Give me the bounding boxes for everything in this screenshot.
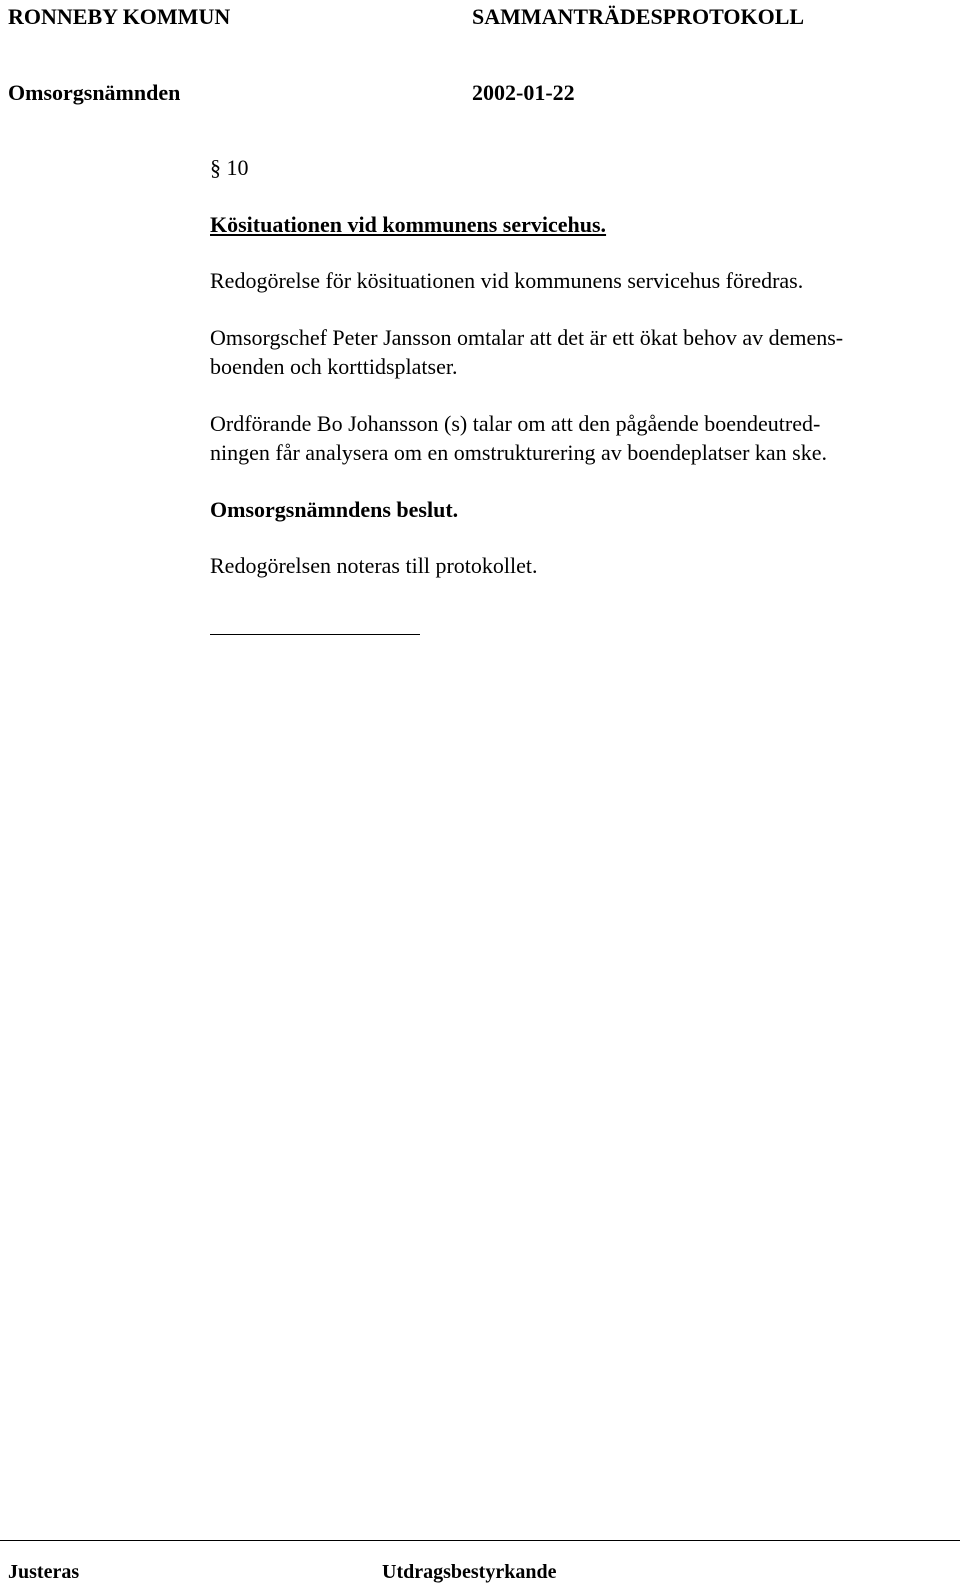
- section-symbol: §: [210, 155, 221, 180]
- section-title: Kösituationen vid kommunens servicehus.: [210, 212, 607, 237]
- paragraph-1: Redogörelse för kösituationen vid kommunens servicehus föredras.: [210, 268, 804, 293]
- paragraph-2-line-1: Omsorgschef Peter Jansson omtalar att det är ett ökat behov av demens-: [210, 325, 844, 350]
- paragraph-2-line-2: boenden och korttidsplatser.: [210, 354, 458, 379]
- decision-heading: Omsorgsnämndens beslut.: [210, 497, 459, 522]
- footer-rule: [0, 1540, 960, 1541]
- footer-utdragsbestyrkande-label: Utdragsbestyrkande: [382, 1561, 557, 1583]
- organization-name: RONNEBY KOMMUN: [8, 4, 231, 29]
- committee-name: Omsorgsnämnden: [8, 80, 181, 105]
- meeting-date: 2002-01-22: [472, 80, 575, 105]
- section-number: 10: [226, 155, 249, 180]
- footer-justeras-label: Justeras: [8, 1561, 80, 1583]
- decision-text: Redogörelsen noteras till protokollet.: [210, 553, 538, 578]
- section-end-rule: [210, 634, 420, 635]
- paragraph-3-line-1: Ordförande Bo Johansson (s) talar om att den pågående boendeutred-: [210, 411, 821, 436]
- document-type: SAMMANTRÄDESPROTOKOLL: [472, 4, 805, 29]
- paragraph-3-line-2: ningen får analysera om en omstrukturering av boendeplatser kan ske.: [210, 440, 828, 465]
- section-heading: [210, 154, 249, 182]
